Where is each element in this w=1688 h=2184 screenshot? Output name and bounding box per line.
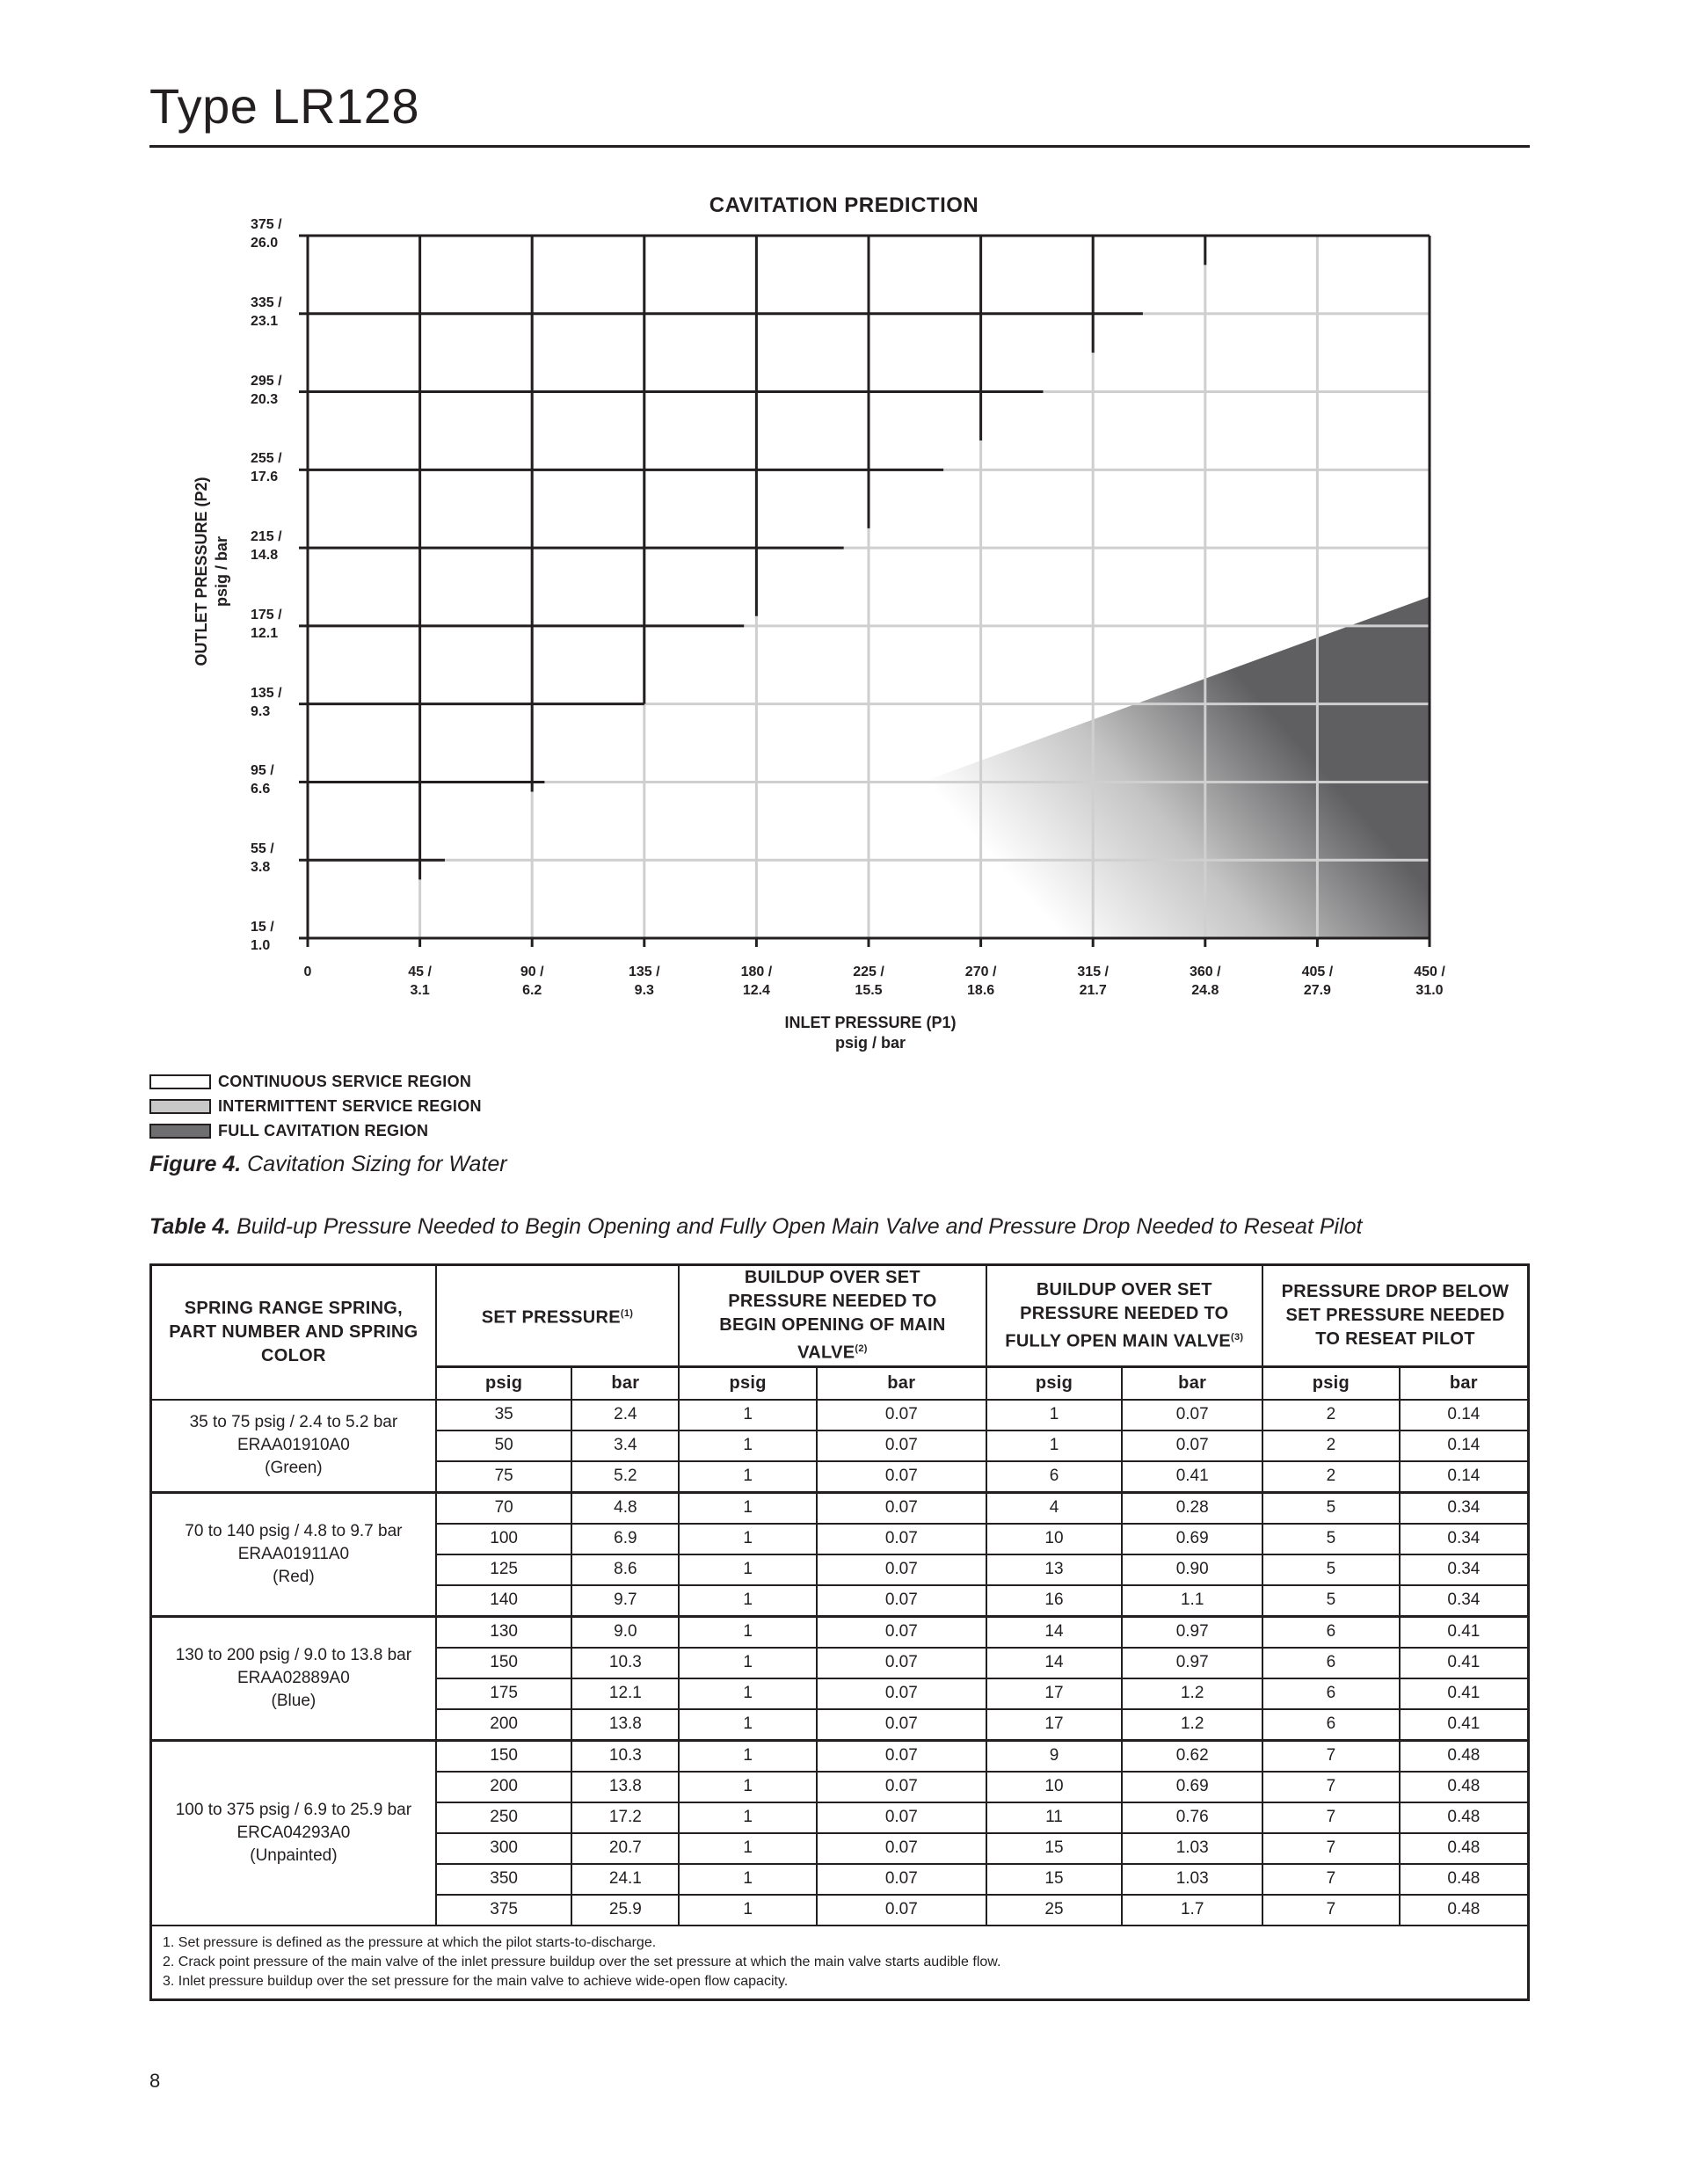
table-cell: 1.03	[1122, 1833, 1262, 1864]
table-cell: 200	[436, 1709, 572, 1741]
table-cell: 6	[1262, 1678, 1400, 1709]
table-cell: 1	[679, 1833, 817, 1864]
table-cell: 0.69	[1122, 1524, 1262, 1554]
table-cell: 375	[436, 1895, 572, 1926]
subheader-psig: psig	[986, 1366, 1123, 1400]
table-cell: 1	[679, 1864, 817, 1895]
table-cell: 70	[436, 1492, 572, 1524]
table-cell: 1	[679, 1772, 817, 1802]
table-cell: 8.6	[571, 1554, 679, 1585]
table-cell: 1	[679, 1461, 817, 1493]
x-tick-label: 315 / 21.7	[1077, 965, 1109, 998]
subheader-bar: bar	[1122, 1366, 1262, 1400]
table-cell: 1.03	[1122, 1864, 1262, 1895]
spring-range: 35 to 75 psig / 2.4 to 5.2 bar	[189, 1413, 398, 1432]
table-cell: 13.8	[571, 1709, 679, 1741]
legend-swatch-full-cavitation	[149, 1124, 211, 1139]
table-cell: 5	[1262, 1585, 1400, 1617]
x-tick-label: 450 / 31.0	[1414, 965, 1445, 998]
table-cell: 0.97	[1122, 1648, 1262, 1678]
table-cell: 5.2	[571, 1461, 679, 1493]
table-cell: 150	[436, 1740, 572, 1772]
table-cell: 50	[436, 1431, 572, 1461]
subheader-bar: bar	[571, 1366, 679, 1400]
table-cell: 0.07	[817, 1648, 986, 1678]
table-cell: 24.1	[571, 1864, 679, 1895]
table-cell: 10.3	[571, 1740, 679, 1772]
table-cell: 25.9	[571, 1895, 679, 1926]
subheader-psig: psig	[1262, 1366, 1400, 1400]
table-cell: 1	[679, 1616, 817, 1648]
x-axis-label	[695, 1013, 1046, 1053]
header-reseat: PRESSURE DROP BELOW SET PRESSURE NEEDED TO RESEAT PILOT	[1262, 1265, 1528, 1367]
table-cell: 9	[986, 1740, 1123, 1772]
table-row	[151, 1400, 1529, 1431]
spring-color: (Unpainted)	[250, 1845, 338, 1865]
table-cell: 1.2	[1122, 1709, 1262, 1741]
table-cell: 14	[986, 1648, 1123, 1678]
y-tick-label: 295 / 20.3	[251, 373, 282, 407]
x-tick-label: 90 / 6.2	[520, 965, 544, 998]
table-cell: 200	[436, 1772, 572, 1802]
table-cell: 0.07	[817, 1554, 986, 1585]
table-cell: 0.41	[1122, 1461, 1262, 1493]
table-cell: 0.34	[1400, 1585, 1529, 1617]
table-cell: 9.0	[571, 1616, 679, 1648]
table-cell: 0.34	[1400, 1492, 1529, 1524]
table-cell: 9.7	[571, 1585, 679, 1617]
table-cell: 0.07	[817, 1709, 986, 1741]
table-cell: 5	[1262, 1492, 1400, 1524]
table-cell: 150	[436, 1648, 572, 1678]
table-cell: 17	[986, 1678, 1123, 1709]
table-cell: 1	[679, 1709, 817, 1741]
table-cell: 100	[436, 1524, 572, 1554]
table-cell: 140	[436, 1585, 572, 1617]
spring-part: ERAA02889A0	[236, 1668, 350, 1687]
table-cell: 11	[986, 1802, 1123, 1833]
x-tick-label: 225 / 15.5	[853, 965, 884, 998]
y-tick-label: 375 / 26.0	[251, 217, 282, 251]
note-2: 2. Crack point pressure of the main valve of the inlet pressure buildup over the set pressure at which the main valve starts audible flow.	[163, 1954, 1001, 1969]
table-cell: 125	[436, 1554, 572, 1585]
spring-cell	[151, 1616, 436, 1740]
table-cell: 10	[986, 1524, 1123, 1554]
y-tick-label: 15 / 1.0	[251, 920, 274, 953]
spring-color: (Red)	[273, 1567, 315, 1586]
table-cell: 7	[1262, 1740, 1400, 1772]
header-set-pressure: SET PRESSURE$^{(1)}$	[436, 1265, 679, 1367]
note-1: 1. Set pressure is defined as the pressure at which the pilot starts-to-discharge.	[163, 1934, 657, 1950]
table-cell: 0.07	[817, 1895, 986, 1926]
table-cell: 175	[436, 1678, 572, 1709]
table-cell: 1	[679, 1740, 817, 1772]
page-number: 8	[149, 2070, 161, 2092]
table-cell: 1	[679, 1400, 817, 1431]
page-title: Type LR128	[149, 78, 419, 134]
table-cell: 7	[1262, 1864, 1400, 1895]
table-cell: 7	[1262, 1895, 1400, 1926]
table-cell: 0.62	[1122, 1740, 1262, 1772]
table-cell: 0.07	[1122, 1431, 1262, 1461]
y-axis-units: psig / bar	[213, 536, 230, 608]
table-cell: 6	[1262, 1616, 1400, 1648]
table-cell: 0.41	[1400, 1678, 1529, 1709]
table-cell: 0.48	[1400, 1833, 1529, 1864]
x-tick-label: 0	[303, 965, 312, 979]
table-cell: 3.4	[571, 1431, 679, 1461]
table-cell: 350	[436, 1864, 572, 1895]
note-3: 3. Inlet pressure buildup over the set pressure for the main valve to achieve wide-open flow capacity.	[163, 1973, 789, 1989]
table-cell: 0.34	[1400, 1554, 1529, 1585]
table-cell: 75	[436, 1461, 572, 1493]
table-cell: 0.07	[817, 1802, 986, 1833]
table-cell: 0.07	[817, 1616, 986, 1648]
x-tick-label: 45 / 3.1	[408, 965, 432, 998]
subheader-psig: psig	[679, 1366, 817, 1400]
header-begin-opening: BUILDUP OVER SET PRESSURE NEEDED TO BEGIN OPENING OF MAIN VALVE$^{(2)}$	[679, 1265, 986, 1367]
y-tick-label: 95 / 6.6	[251, 763, 274, 797]
header-spring: SPRING RANGE SPRING, PART NUMBER AND SPRING COLOR	[151, 1265, 436, 1400]
legend-item-intermittent: INTERMITTENT SERVICE REGION	[149, 1094, 482, 1118]
table-cell: 0.07	[1122, 1400, 1262, 1431]
spring-color: (Green)	[265, 1459, 323, 1478]
legend-swatch-intermittent	[149, 1099, 211, 1114]
chart-legend	[149, 1069, 482, 1143]
table-cell: 0.07	[817, 1400, 986, 1431]
table-cell: 0.07	[817, 1772, 986, 1802]
x-tick-label: 180 / 12.4	[740, 965, 773, 998]
legend-item-full-cavitation: FULL CAVITATION REGION	[149, 1118, 482, 1143]
table-cell: 1	[679, 1492, 817, 1524]
spring-color: (Blue)	[271, 1691, 316, 1710]
table-cell: 6	[1262, 1648, 1400, 1678]
cavitation-region	[495, 597, 1430, 938]
table-cell: 1.1	[1122, 1585, 1262, 1617]
table-cell: 1	[679, 1678, 817, 1709]
table-cell: 2.4	[571, 1400, 679, 1431]
table-cell: 10.3	[571, 1648, 679, 1678]
table-cell: 300	[436, 1833, 572, 1864]
subheader-bar: bar	[817, 1366, 986, 1400]
table-cell: 0.14	[1400, 1431, 1529, 1461]
table-cell: 6.9	[571, 1524, 679, 1554]
table-cell: 25	[986, 1895, 1123, 1926]
table-cell: 0.07	[817, 1492, 986, 1524]
table-cell: 13.8	[571, 1772, 679, 1802]
table-cell: 20.7	[571, 1833, 679, 1864]
table-cell: 14	[986, 1616, 1123, 1648]
table-cell: 1	[679, 1648, 817, 1678]
table-cell: 1.7	[1122, 1895, 1262, 1926]
spring-range: 70 to 140 psig / 4.8 to 9.7 bar	[185, 1521, 403, 1540]
table-cell: 0.76	[1122, 1802, 1262, 1833]
table-cell: 2	[1262, 1461, 1400, 1493]
table-cell: 2	[1262, 1431, 1400, 1461]
table-cell: 1	[679, 1554, 817, 1585]
table-cell: 0.69	[1122, 1772, 1262, 1802]
y-tick-label: 135 / 9.3	[251, 685, 282, 719]
table-notes	[151, 1926, 1529, 2000]
spring-cell	[151, 1492, 436, 1616]
table-cell: 0.41	[1400, 1709, 1529, 1741]
spring-part: ERAA01911A0	[237, 1544, 350, 1563]
y-tick-label: 335 / 23.1	[251, 295, 282, 329]
spring-part: ERCA04293A0	[236, 1823, 351, 1842]
spring-range: 100 to 375 psig / 6.9 to 25.9 bar	[175, 1800, 412, 1819]
table-cell: 0.07	[817, 1524, 986, 1554]
table-cell: 0.28	[1122, 1492, 1262, 1524]
table-cell: 0.41	[1400, 1648, 1529, 1678]
table-cell: 1	[679, 1431, 817, 1461]
table-cell: 0.48	[1400, 1772, 1529, 1802]
table-cell: 0.14	[1400, 1400, 1529, 1431]
chart-title: CAVITATION PREDICTION	[709, 193, 979, 217]
spring-cell	[151, 1740, 436, 1926]
table-cell: 130	[436, 1616, 572, 1648]
table-cell: 250	[436, 1802, 572, 1833]
subheader-bar: bar	[1400, 1366, 1529, 1400]
table-cell: 6	[1262, 1709, 1400, 1741]
table-cell: 0.07	[817, 1431, 986, 1461]
table-cell: 7	[1262, 1772, 1400, 1802]
table-cell: 0.07	[817, 1461, 986, 1493]
table-cell: 15	[986, 1864, 1123, 1895]
table-cell: 0.90	[1122, 1554, 1262, 1585]
y-tick-label: 255 / 17.6	[251, 451, 282, 485]
x-tick-label: 135 / 9.3	[629, 965, 660, 998]
table-cell: 0.48	[1400, 1895, 1529, 1926]
table-cell: 0.07	[817, 1833, 986, 1864]
table-cell: 5	[1262, 1524, 1400, 1554]
legend-item-continuous: CONTINUOUS SERVICE REGION	[149, 1069, 482, 1094]
table-cell: 1.2	[1122, 1678, 1262, 1709]
table-cell: 0.14	[1400, 1461, 1529, 1493]
legend-swatch-continuous	[149, 1074, 211, 1089]
table-cell: 35	[436, 1400, 572, 1431]
table-cell: 7	[1262, 1802, 1400, 1833]
table-cell: 0.48	[1400, 1802, 1529, 1833]
table-cell: 0.41	[1400, 1616, 1529, 1648]
table-caption: Table 4. Build-up Pressure Needed to Begin Opening and Fully Open Main Valve and Pressure Drop Needed to Reseat Pilot	[149, 1214, 1363, 1239]
table-cell: 0.48	[1400, 1740, 1529, 1772]
table-cell: 1	[679, 1895, 817, 1926]
y-tick-label: 215 / 14.8	[251, 529, 282, 564]
x-axis-units: psig / bar	[834, 1034, 906, 1052]
spring-part: ERAA01910A0	[236, 1436, 350, 1455]
table-cell: 4.8	[571, 1492, 679, 1524]
table-cell: 0.07	[817, 1740, 986, 1772]
table-cell: 7	[1262, 1833, 1400, 1864]
table-cell: 6	[986, 1461, 1123, 1493]
header-fully-open: BUILDUP OVER SET PRESSURE NEEDED TO FULLY OPEN MAIN VALVE$^{(3)}$	[986, 1265, 1262, 1367]
table-cell: 10	[986, 1772, 1123, 1802]
table-cell: 0.07	[817, 1678, 986, 1709]
table-cell: 12.1	[571, 1678, 679, 1709]
y-axis-title: OUTLET PRESSURE (P2)	[193, 477, 210, 666]
table-cell: 1	[679, 1802, 817, 1833]
x-tick-label: 360 / 24.8	[1190, 965, 1221, 998]
table-cell: 0.48	[1400, 1864, 1529, 1895]
table-cell: 17.2	[571, 1802, 679, 1833]
table-cell: 13	[986, 1554, 1123, 1585]
table-row	[151, 1492, 1529, 1524]
table-cell: 0.07	[817, 1585, 986, 1617]
table-cell: 1	[986, 1431, 1123, 1461]
table-cell: 0.34	[1400, 1524, 1529, 1554]
buildup-pressure-table	[149, 1263, 1530, 2001]
spring-cell	[151, 1400, 436, 1493]
table-cell: 0.07	[817, 1864, 986, 1895]
x-tick-label: 405 / 27.9	[1301, 965, 1334, 998]
x-axis-title: INLET PRESSURE (P1)	[784, 1014, 957, 1031]
table-row	[151, 1616, 1529, 1648]
x-tick-label: 270 / 18.6	[964, 965, 997, 998]
figure-caption: Figure 4. Cavitation Sizing for Water	[149, 1152, 507, 1176]
table-row	[151, 1740, 1529, 1772]
table-cell: 16	[986, 1585, 1123, 1617]
table-cell: 17	[986, 1709, 1123, 1741]
y-tick-label: 55 / 3.8	[251, 841, 274, 876]
table-cell: 1	[679, 1585, 817, 1617]
y-tick-label: 175 / 12.1	[251, 607, 282, 641]
spring-range: 130 to 200 psig / 9.0 to 13.8 bar	[175, 1645, 412, 1664]
subheader-psig: psig	[436, 1366, 572, 1400]
table-cell: 1	[986, 1400, 1123, 1431]
table-cell: 15	[986, 1833, 1123, 1864]
table-cell: 4	[986, 1492, 1123, 1524]
table-cell: 2	[1262, 1400, 1400, 1431]
table-cell: 1	[679, 1524, 817, 1554]
table-cell: 5	[1262, 1554, 1400, 1585]
table-cell: 0.97	[1122, 1616, 1262, 1648]
